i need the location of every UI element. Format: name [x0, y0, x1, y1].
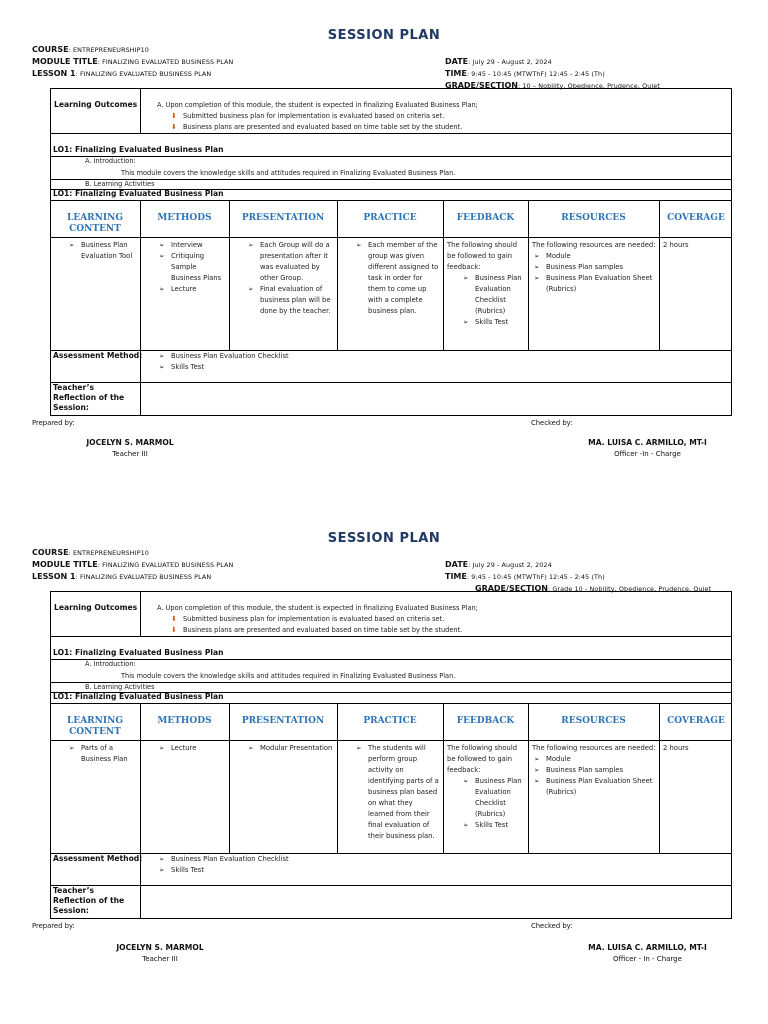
- header-learning-content: LEARNING CONTENT: [67, 716, 123, 737]
- resources-cell: [532, 743, 657, 798]
- divider: [51, 740, 731, 741]
- resource-item: ➢ Module: [532, 251, 657, 262]
- divider: [659, 200, 660, 350]
- divider: [51, 703, 731, 704]
- methods-cell: [157, 240, 227, 295]
- prepared-by-label: Prepared by:: [32, 419, 75, 427]
- preparer-signature: [70, 437, 190, 460]
- teacher-reflection-label: Teacher’s Reflection of the Session:: [53, 886, 125, 915]
- header-resources: RESOURCES: [561, 716, 626, 726]
- header-methods: METHODS: [157, 213, 212, 223]
- module-title-line: MODULE TITLE: FINALIZING EVALUATED BUSINESS PLAN: [32, 57, 234, 66]
- presentation-cell: [246, 240, 336, 317]
- presentation-cell: [246, 743, 336, 754]
- outcome-a: A. Upon completion of this module, the student is expected in finalizing Evaluated Business Plan;: [157, 101, 478, 109]
- introduction-label: A. Introduction:: [85, 157, 136, 165]
- divider: [51, 200, 731, 201]
- learning-outcomes-list: [157, 100, 478, 133]
- resources-intro: The following resources are needed:: [532, 241, 656, 249]
- learning-outcomes-label: Learning Outcomes: [54, 100, 138, 109]
- resource-item: ➢ Business Plan Evaluation Sheet (Rubrics): [532, 273, 657, 295]
- grade-section-line: GRADE/SECTION: Grade 10 - Nobility, Obedience, Prudence, Quiet: [475, 584, 712, 593]
- divider: [140, 703, 141, 853]
- introduction-text: This module covers the knowledge skills and attitudes required in Finalizing Evaluated Business Plan.: [121, 672, 456, 680]
- divider: [51, 659, 731, 660]
- checked-by-label: Checked by:: [531, 922, 573, 930]
- assessment-method-label: Assessment Method:: [53, 351, 143, 360]
- learning-activities-label: B. Learning Activities: [85, 180, 155, 188]
- header-methods: METHODS: [157, 716, 212, 726]
- checker-title: Officer -In - Charge: [614, 450, 681, 458]
- methods-cell: [157, 743, 227, 754]
- grade-section-line: GRADE/SECTION: 10 – Nobility, Obedience, Prudence, Quiet: [445, 81, 660, 90]
- practice-cell: [354, 240, 440, 317]
- preparer-signature: [100, 942, 220, 965]
- teacher-reflection-field[interactable]: [141, 886, 731, 918]
- assessment-item: ➢ Business Plan Evaluation Checklist: [157, 854, 457, 865]
- feedback-cell: [447, 743, 527, 831]
- learning-content-cell: [67, 743, 137, 765]
- date-line: DATE: July 29 - August 2, 2024: [445, 57, 552, 66]
- header-presentation: PRESENTATION: [241, 213, 325, 223]
- checker-signature: [580, 942, 715, 965]
- divider: [229, 703, 230, 853]
- feedback-item: ➢ Skills Test: [447, 317, 527, 328]
- divider: [140, 89, 141, 133]
- presentation-item: ➢ Final evaluation of business plan will be done by the teacher.: [246, 284, 336, 317]
- resource-item: ➢ Business Plan Evaluation Sheet (Rubrics): [532, 776, 657, 798]
- checker-signature: [580, 437, 715, 460]
- plan-table: [50, 591, 732, 919]
- resource-item: ➢ Business Plan samples: [532, 262, 657, 273]
- checked-by-label: Checked by:: [531, 419, 573, 427]
- assessment-method-label: Assessment Method:: [53, 854, 143, 863]
- divider: [51, 133, 731, 134]
- outcome-item: ⬇ Business plans are presented and evaluated based on time table set by the student.: [167, 122, 478, 133]
- practice-item: ➢ Each member of the group was given different assigned to task in order for them to come up with a complete business plan.: [354, 240, 440, 317]
- method-item: ➢ Interview: [157, 240, 227, 251]
- header-resources: RESOURCES: [561, 213, 626, 223]
- header-feedback: FEEDBACK: [456, 213, 515, 223]
- divider: [659, 703, 660, 853]
- feedback-item: ➢ Skills Test: [447, 820, 527, 831]
- outcome-item: ⬇ Business plans are presented and evaluated based on time table set by the student.: [167, 625, 478, 636]
- learning-activities-label: B. Learning Activities: [85, 683, 155, 691]
- learning-outcomes-list: [157, 603, 478, 636]
- plan-header-left: [32, 547, 233, 583]
- checker-name: MA. LUISA C. ARMILLO, MT-I: [588, 438, 707, 447]
- outcome-a: A. Upon completion of this module, the student is expected in finalizing Evaluated Business Plan;: [157, 604, 478, 612]
- feedback-intro: The following should be followed to gain feedback:: [447, 241, 518, 271]
- assessment-list: [157, 854, 457, 876]
- plan-table: [50, 88, 732, 416]
- module-title-line: MODULE TITLE: FINALIZING EVALUATED BUSINESS PLAN: [32, 560, 234, 569]
- resources-cell: [532, 240, 657, 295]
- date-line: DATE: July 29 - August 2, 2024: [445, 560, 552, 569]
- session-plan-title: SESSION PLAN: [327, 531, 441, 546]
- session-plan-title: SESSION PLAN: [327, 28, 441, 43]
- method-item: ➢ Lecture: [157, 743, 227, 754]
- header-feedback: FEEDBACK: [456, 716, 515, 726]
- time-line: TIME: 9:45 - 10:45 (MTWThF) 12:45 - 2:45 (Th): [445, 572, 605, 581]
- teacher-reflection-field[interactable]: [141, 383, 731, 415]
- plan-header-right: [445, 56, 660, 92]
- feedback-item: ➢ Business Plan Evaluation Checklist (Rubrics): [447, 776, 527, 820]
- presentation-item: ➢ Each Group will do a presentation after it was evaluated by other Group.: [246, 240, 336, 284]
- course-line: COURSE: ENTREPRENEURSHIP10: [32, 548, 149, 557]
- preparer-title: Teacher III: [142, 955, 178, 963]
- divider: [140, 592, 141, 636]
- assessment-item: ➢ Skills Test: [157, 362, 457, 373]
- divider: [337, 703, 338, 853]
- prepared-by-label: Prepared by:: [32, 922, 75, 930]
- course-line: COURSE: ENTREPRENEURSHIP10: [32, 45, 149, 54]
- feedback-intro: The following should be followed to gain feedback:: [447, 744, 518, 774]
- lo1-heading-repeat: LO1: Finalizing Evaluated Business Plan: [53, 189, 224, 198]
- header-practice: PRACTICE: [363, 716, 417, 726]
- divider: [229, 200, 230, 350]
- feedback-cell: [447, 240, 527, 328]
- assessment-item: ➢ Skills Test: [157, 865, 457, 876]
- outcome-item: ⬇ Submitted business plan for implementation is evaluated based on criteria set.: [167, 111, 478, 122]
- preparer-name: JOCELYN S. MARMOL: [116, 943, 204, 952]
- method-item: ➢ Lecture: [157, 284, 227, 295]
- checker-title: Officer - In - Charge: [613, 955, 682, 963]
- resource-item: ➢ Module: [532, 754, 657, 765]
- divider: [528, 200, 529, 350]
- lesson-line: LESSON 1: FINALIZING EVALUATED BUSINESS PLAN: [32, 69, 212, 78]
- preparer-name: JOCELYN S. MARMOL: [86, 438, 174, 447]
- method-item: ➢ Critiquing Sample Business Plans: [157, 251, 227, 284]
- header-coverage: COVERAGE: [667, 716, 725, 726]
- learning-outcomes-label: Learning Outcomes: [54, 603, 138, 612]
- checker-name: MA. LUISA C. ARMILLO, MT-I: [588, 943, 707, 952]
- divider: [443, 200, 444, 350]
- preparer-title: Teacher III: [112, 450, 148, 458]
- lesson-line: LESSON 1: FINALIZING EVALUATED BUSINESS PLAN: [32, 572, 212, 581]
- header-coverage: COVERAGE: [667, 213, 725, 223]
- resources-intro: The following resources are needed:: [532, 744, 656, 752]
- teacher-reflection-label: Teacher’s Reflection of the Session:: [53, 383, 125, 412]
- header-learning-content: LEARNING CONTENT: [67, 213, 123, 234]
- assessment-item: ➢ Business Plan Evaluation Checklist: [157, 351, 457, 362]
- time-line: TIME: 9:45 - 10:45 (MTWThF) 12:45 - 2:45 (Th): [445, 69, 605, 78]
- introduction-label: A. Introduction:: [85, 660, 136, 668]
- divider: [337, 200, 338, 350]
- lo1-heading-repeat: LO1: Finalizing Evaluated Business Plan: [53, 692, 224, 701]
- outcome-item: ⬇ Submitted business plan for implementation is evaluated based on criteria set.: [167, 614, 478, 625]
- coverage-cell: 2 hours: [663, 744, 689, 752]
- header-practice: PRACTICE: [363, 213, 417, 223]
- content-item: ➢ Parts of a Business Plan: [67, 743, 137, 765]
- divider: [528, 703, 529, 853]
- resource-item: ➢ Business Plan samples: [532, 765, 657, 776]
- assessment-list: [157, 351, 457, 373]
- divider: [51, 156, 731, 157]
- lo1-heading: LO1: Finalizing Evaluated Business Plan: [53, 648, 224, 657]
- divider: [443, 703, 444, 853]
- practice-cell: [354, 743, 440, 842]
- divider: [140, 200, 141, 350]
- lo1-heading: LO1: Finalizing Evaluated Business Plan: [53, 145, 224, 154]
- content-item: ➢ Business Plan Evaluation Tool: [67, 240, 137, 262]
- header-presentation: PRESENTATION: [241, 716, 325, 726]
- feedback-item: ➢ Business Plan Evaluation Checklist (Rubrics): [447, 273, 527, 317]
- learning-content-cell: [67, 240, 137, 262]
- presentation-item: ➢ Modular Presentation: [246, 743, 336, 754]
- plan-header-left: [32, 44, 233, 80]
- coverage-cell: 2 hours: [663, 241, 689, 249]
- practice-item: ➢ The students will perform group activity on identifying parts of a business plan based on what they learned from their final evaluation of their business plan.: [354, 743, 440, 842]
- plan-header-right: [445, 559, 711, 595]
- divider: [51, 636, 731, 637]
- divider: [51, 237, 731, 238]
- introduction-text: This module covers the knowledge skills and attitudes required in Finalizing Evaluated Business Plan.: [121, 169, 456, 177]
